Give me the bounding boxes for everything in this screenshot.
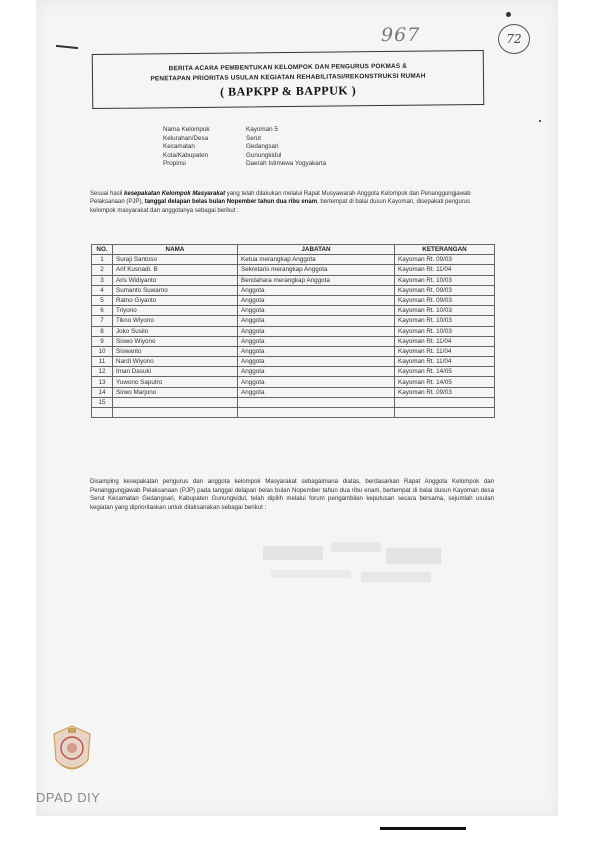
para-text: Sesuai hasil xyxy=(90,191,125,197)
priority-paragraph: Disamping kesepakatan pengurus dan anggota kelompok Masyarakat sebagaimana diatas, berdasarkan Rapat Anggota Kelompok dan Penanggungjawab Pelaksanaan (PJP) pada tanggal delapan belas bulan Nopember tahun dua ribu enam, bertempat di balai dusun Kayoman desa Serut Kecamatan Gedangsari, Kabupaten Gunungkidul, telah dipilih melalui forum pengambilan keputusan secara bersama, sejumlah usulan kegiatan yang diprioritaskan untuk dilaksanakan sebagai berikut : xyxy=(90,478,494,511)
cell-nama: Yuwono Saputro xyxy=(113,377,238,387)
cell-keterangan: Kayoman Rt. 10/03 xyxy=(395,326,495,336)
cell-no: 12 xyxy=(92,367,113,377)
cell-nama: Tikno Wiyono xyxy=(113,316,238,326)
cell-keterangan: Kayoman Rt. 09/03 xyxy=(395,387,495,397)
cell-no: 1 xyxy=(92,255,113,265)
cell-jabatan: Anggota xyxy=(238,367,395,377)
cell-no: 15 xyxy=(92,397,113,407)
cell-jabatan: Ketua merangkap Anggota xyxy=(238,255,395,265)
table-row xyxy=(92,377,495,387)
table-row xyxy=(92,285,495,295)
para-text: , bertempat di balai dusun Kayoman, disepakati pengurus kelompok masyarakat dan anggotanya sebagai berikut : xyxy=(90,199,471,214)
cell-jabatan xyxy=(238,397,395,407)
cell-nama: Suraji Santoso xyxy=(113,255,238,265)
scanned-page xyxy=(36,0,558,816)
regional-seal-emblem xyxy=(50,724,94,780)
info-label: Kota/Kabupaten xyxy=(163,151,209,159)
info-row xyxy=(163,152,326,161)
info-label: Kecamatan xyxy=(163,143,195,151)
cell-jabatan: Anggota xyxy=(238,336,395,346)
cell-jabatan: Anggota xyxy=(238,295,395,305)
info-value: Serut xyxy=(246,134,262,142)
agreement-paragraph xyxy=(90,190,494,215)
cell-nama: Aris Widiyanto xyxy=(113,275,238,285)
group-info xyxy=(163,126,326,169)
table-row xyxy=(92,275,495,285)
handwritten-circled-number: 72 xyxy=(498,24,530,54)
info-value: Gunungkidul xyxy=(246,151,282,159)
cell-keterangan xyxy=(395,408,495,418)
cell-jabatan: Anggota xyxy=(238,306,395,316)
cell-nama: Sirwo Marjono xyxy=(113,387,238,397)
info-row xyxy=(163,126,326,135)
cell-keterangan: Kayoman Rt. 09/03 xyxy=(395,255,495,265)
table-row xyxy=(92,387,495,397)
table-row xyxy=(92,346,495,356)
cell-no: 4 xyxy=(92,285,113,295)
cell-keterangan: Kayoman Rt. 11/04 xyxy=(395,336,495,346)
cell-nama: Sumanto Suwarno xyxy=(113,285,238,295)
cell-jabatan: Anggota xyxy=(238,357,395,367)
bleed-through-shadow xyxy=(261,540,446,590)
cell-nama: Siswo Wiyono xyxy=(113,336,238,346)
cell-jabatan: Bendahara merangkap Anggota xyxy=(238,275,395,285)
cell-keterangan: Kayoman Rt. 11/04 xyxy=(395,346,495,356)
document-title-box xyxy=(92,50,485,109)
footer-rule xyxy=(380,827,466,830)
table-row xyxy=(92,295,495,305)
cell-nama: Arif Kusnadi. B xyxy=(113,265,238,275)
title-line-2: PENETAPAN PRIORITAS USULAN KEGIATAN REHABILITASI/REKONSTRUKSI RUMAH xyxy=(150,72,426,83)
para-bold-text: kesepakatan Kelompok Masyarakat xyxy=(124,191,226,197)
cell-jabatan: Anggota xyxy=(238,387,395,397)
cell-jabatan: Anggota xyxy=(238,285,395,295)
cell-keterangan: Kayoman Rt. 09/03 xyxy=(395,285,495,295)
cell-no: 10 xyxy=(92,346,113,356)
cell-keterangan: Kayoman Rt. 10/03 xyxy=(395,316,495,326)
pen-mark xyxy=(56,45,78,49)
cell-nama: Nardi Wiyono xyxy=(113,357,238,367)
title-line-1: BERITA ACARA PEMBENTUKAN KELOMPOK DAN PENGURUS POKMAS & xyxy=(168,62,408,73)
table-row xyxy=(92,397,495,407)
cell-no xyxy=(92,408,113,418)
table-header-row xyxy=(92,245,495,255)
table-row xyxy=(92,326,495,336)
info-row xyxy=(163,143,326,152)
table-row xyxy=(92,255,495,265)
cell-jabatan: Sekretaris merangkap Anggota xyxy=(238,265,395,275)
cell-keterangan: Kayoman Rt. 11/04 xyxy=(395,357,495,367)
cell-nama: Triyono xyxy=(113,306,238,316)
cell-no: 14 xyxy=(92,387,113,397)
cell-keterangan: Kayoman Rt. 10/03 xyxy=(395,275,495,285)
table-row xyxy=(92,316,495,326)
para-text: yang telah dilakukan melalui Rapat Musyawarah Anggota Kelompok dan Penanggungjawab Pelaksanaan (PJP), xyxy=(90,191,471,206)
header-jabatan: JABATAN xyxy=(238,245,395,255)
cell-keterangan: Kayoman Rt. 14/05 xyxy=(395,377,495,387)
cell-keterangan xyxy=(395,397,495,407)
cell-jabatan: Anggota xyxy=(238,326,395,336)
ink-dot xyxy=(506,12,511,17)
cell-no: 5 xyxy=(92,295,113,305)
cell-no: 11 xyxy=(92,357,113,367)
table-row xyxy=(92,357,495,367)
cell-keterangan: Kayoman Rt. 14/05 xyxy=(395,367,495,377)
info-label: Nama Kelompok xyxy=(163,126,210,133)
table-row xyxy=(92,408,495,418)
info-value: Daerah Istimewa Yogyakarta xyxy=(246,160,327,168)
cell-jabatan: Anggota xyxy=(238,346,395,356)
info-label: Propinsi xyxy=(163,160,186,168)
title-acronym: ( BAPKPP & BAPPUK ) xyxy=(219,83,357,99)
table-row xyxy=(92,367,495,377)
cell-no: 6 xyxy=(92,306,113,316)
cell-keterangan: Kayoman Rt. 09/03 xyxy=(395,295,495,305)
members-table xyxy=(91,244,495,418)
table-row xyxy=(92,265,495,275)
cell-no: 13 xyxy=(92,377,113,387)
cell-no: 2 xyxy=(92,265,113,275)
handwritten-page-number: 967 xyxy=(381,24,421,46)
info-row xyxy=(163,160,326,169)
info-row xyxy=(163,135,326,144)
table-row xyxy=(92,336,495,346)
cell-nama: Iman Dasuki xyxy=(113,367,238,377)
header-keterangan: KETERANGAN xyxy=(395,245,495,255)
info-label: Kelurahan/Desa xyxy=(163,134,209,142)
para-bold-text: tanggal delapan belas bulan Nopember tahun dua ribu enam xyxy=(144,199,318,206)
cell-jabatan: Anggota xyxy=(238,316,395,326)
cell-no: 7 xyxy=(92,316,113,326)
header-nama: NAMA xyxy=(113,245,238,255)
cell-nama: Ratno Giyanto xyxy=(113,295,238,305)
cell-keterangan: Kayoman Rt. 11/04 xyxy=(395,265,495,275)
archive-watermark-label: DPAD DIY xyxy=(36,790,101,805)
info-value: Gedangsari xyxy=(246,143,279,151)
table-row xyxy=(92,306,495,316)
info-value: Kayoman 5 xyxy=(246,126,278,133)
cell-nama xyxy=(113,397,238,407)
cell-keterangan: Kayoman Rt. 10/03 xyxy=(395,306,495,316)
cell-no: 9 xyxy=(92,336,113,346)
cell-no: 8 xyxy=(92,326,113,336)
cell-jabatan: Anggota xyxy=(238,377,395,387)
cell-nama: Siswanto xyxy=(113,346,238,356)
cell-nama: Joko Susilo xyxy=(113,326,238,336)
table-body xyxy=(92,255,495,418)
cell-nama xyxy=(113,408,238,418)
header-no: NO. xyxy=(92,245,113,255)
cell-no: 3 xyxy=(92,275,113,285)
cell-jabatan xyxy=(238,408,395,418)
speck xyxy=(539,120,541,122)
